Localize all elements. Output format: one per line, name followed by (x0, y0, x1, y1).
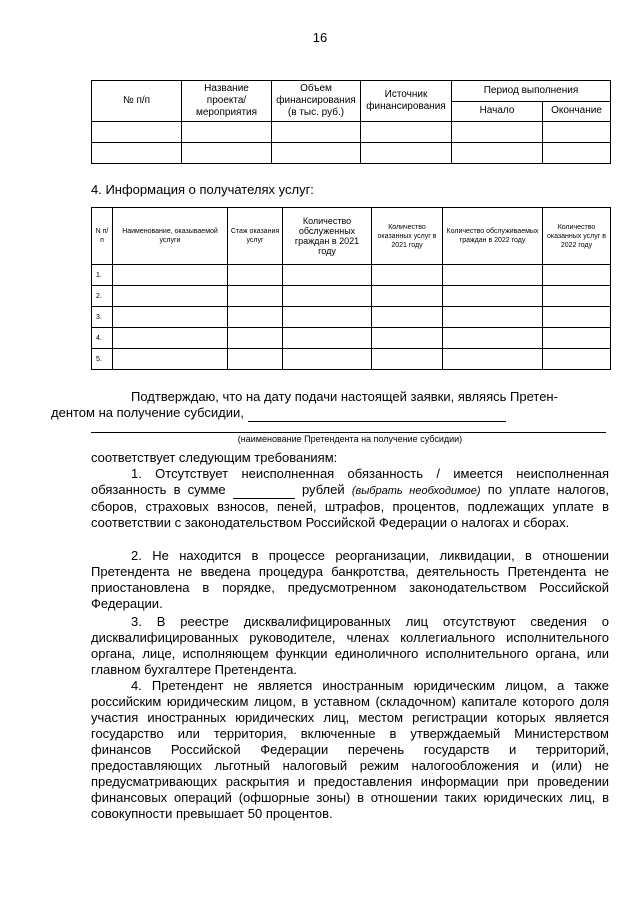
col-experience-header: Стаж оказания услуг (228, 208, 283, 265)
table-row: 4. (92, 328, 611, 349)
projects-table (91, 80, 611, 164)
confirm-line-1: Подтверждаю, что на дату подачи настоящей заявки, являясь Претен- (131, 389, 558, 404)
table-row: 3. (92, 307, 611, 328)
col-service-header: Наименование, оказываемой услуги (113, 208, 228, 265)
applicant-name-line[interactable] (91, 432, 606, 433)
confirm-paragraph (51, 389, 609, 422)
choose-note: (выбрать необходимое) (351, 485, 481, 497)
col-services-2022-header: Количество оказанных услуг в 2022 году (543, 208, 611, 265)
applicant-name-field[interactable] (248, 405, 506, 422)
col-number-header: № п/п (92, 81, 182, 122)
col-project-name-header: Название проекта/мероприятия (182, 81, 272, 122)
col-clients-2021-header: Количество обслуженных граждан в 2021 году (283, 208, 372, 265)
recipients-table (91, 207, 611, 370)
debt-amount-field[interactable] (233, 482, 295, 499)
requirement-3: 3. В реестре дисквалифицированных лиц отсутствуют сведения о дисквалифицированных руководителе, членах коллегиального исполнительного органа, лице, исполняющем функции единоличного исполнительного органа, или главном бухгалтере Претендента. (91, 614, 609, 677)
confirm-line-2: дентом на получение субсидии, (51, 405, 244, 420)
table-row (92, 122, 611, 143)
conforms-text: соответствует следующим требованиям: (91, 450, 338, 465)
col-clients-2022-header: Количество обслуживаемых граждан в 2022 году (443, 208, 543, 265)
table-row (92, 143, 611, 164)
col-services-2021-header: Количество оказанных услуг в 2021 году (372, 208, 443, 265)
applicant-name-caption: (наименование Претендента на получение субсидии) (237, 434, 463, 444)
col-start-header: Начало (452, 101, 543, 122)
col-source-header: Источник финансирования (361, 81, 452, 122)
requirement-2: 2. Не находится в процессе реорганизации, ликвидации, в отношении Претендента не введена процедура банкротства, деятельность Претендента не приостановлена в порядке, предусмотренном законодательством Российской Федерации. (91, 548, 609, 611)
col-n-header: N п/п (92, 208, 113, 265)
page-number: 16 (312, 30, 328, 45)
requirement-1: 1. Отсутствует неисполненная обязанность / имеется неисполненная обязанность в сумме рублей (выбрать необходимое) по уплате налогов, сборов, страховых взносов, пеней, штрафов, процентов, подлежащих уплате в соответствии с законодательством Российской Федерации о налогах и сборах. (91, 466, 609, 530)
table-row: 2. (92, 286, 611, 307)
section-4-title: 4. Информация о получателях услуг: (91, 182, 314, 197)
table-row: 5. (92, 349, 611, 370)
col-period-header: Период выполнения (452, 81, 611, 102)
table-row: 1. (92, 265, 611, 286)
requirement-4: 4. Претендент не является иностранным юридическим лицом, а также российским юридическим лицом, в уставном (складочном) капитале которого доля участия иностранных юридических лиц, местом регистрации которых является государство или территория, включенные в утверждаемый Министерством финансов Российской Федерации перечень государств и территорий, предоставляющих льготный налоговый режим налогообложения и (или) не предусматривающих раскрытия и предоставления информации при проведении финансовых операций (офшорные зоны) в отношении таких юридических лиц, в совокупности превышает 50 процентов. (91, 678, 609, 821)
col-volume-header: Объем финансирования (в тыс. руб.) (272, 81, 361, 122)
col-end-header: Окончание (543, 101, 611, 122)
